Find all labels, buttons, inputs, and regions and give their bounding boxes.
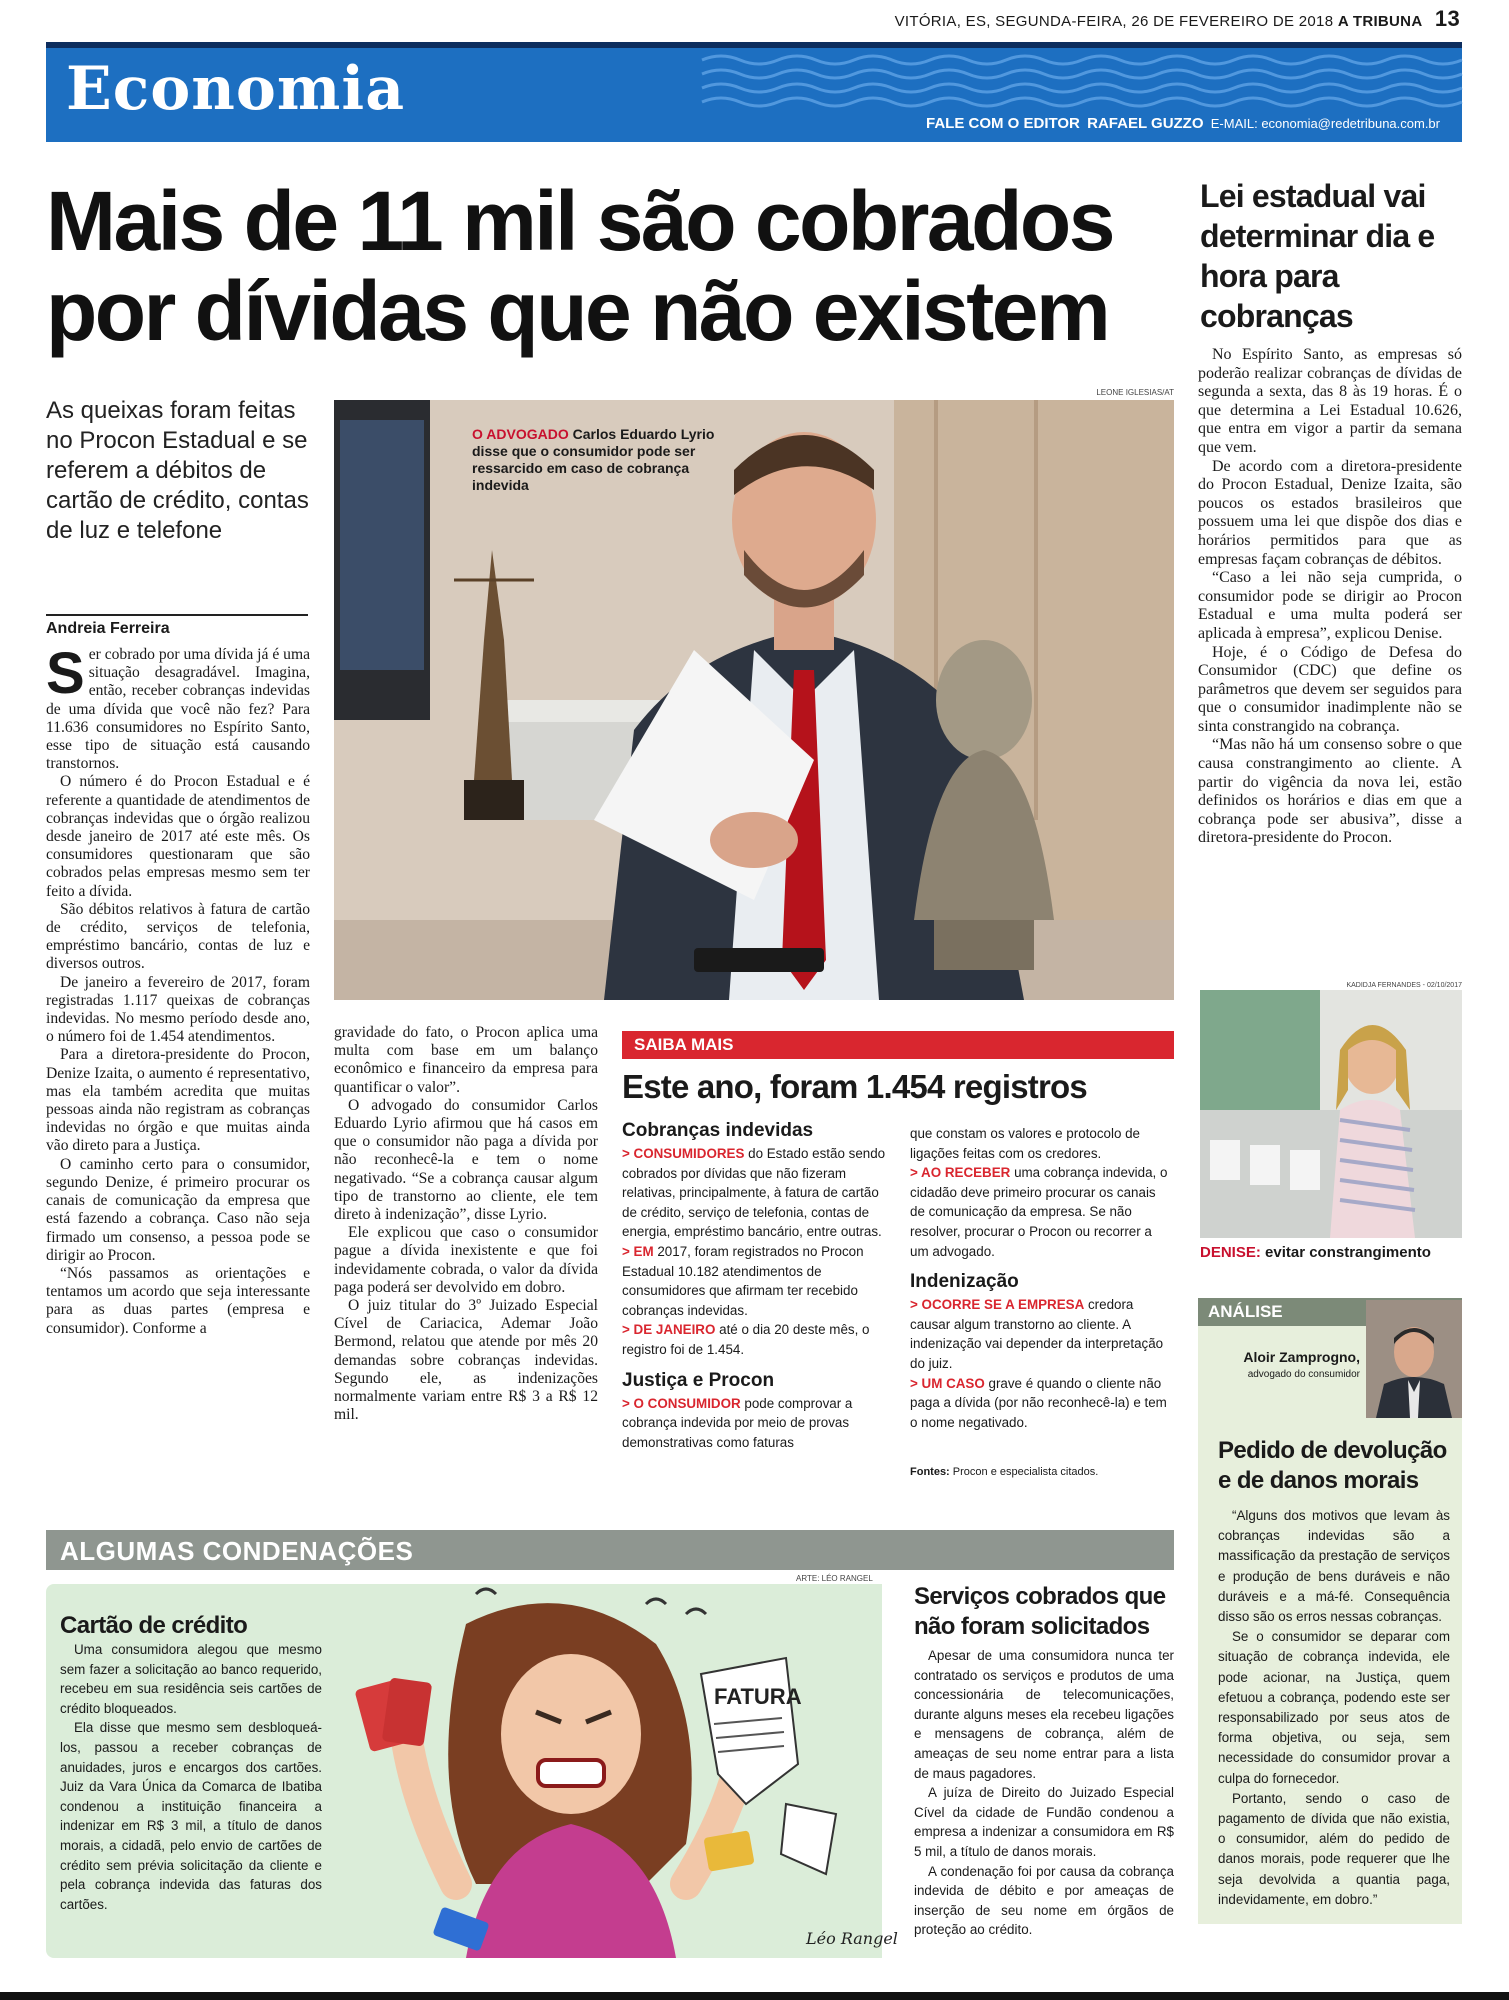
denise-photo <box>1200 990 1462 1238</box>
article-paragraph: gravidade do fato, o Procon aplica uma multa com base em um balanço econômico e financeiro da empresa para quantificar o valor”. <box>334 1024 598 1096</box>
sidebar-paragraph: Hoje, é o Código de Defesa do Consumidor (CDC) que define os parâmetros que devem ser seguidos para que o consumidor inadimplente não se sinta constrangido na cobrança. <box>1198 643 1462 735</box>
art-credit: ARTE: LÉO RANGEL <box>796 1574 873 1583</box>
saiba-mais-column-2 <box>910 1124 1174 1432</box>
bottom-rule <box>0 1992 1509 2000</box>
case-paragraph: Apesar de uma consumidora nunca ter contratado os serviços e produtos de uma concessionária de telecomunicações, durante alguns meses ela recebeu ligações e mensagens de cobrança, além de ameaças de seu nome entrar para a lista de maus pagadores. <box>914 1648 1174 1781</box>
saiba-item: > AO RECEBER uma cobrança indevida, o cidadão deve primeiro procurar os canais de comunicação da empresa. Se não resolver, procurar o Procon ou recorrer a um advogado. <box>910 1165 1168 1259</box>
page-number: 13 <box>1434 6 1460 31</box>
sidebar-headline: Lei estadual vai determinar dia e hora para cobranças <box>1200 178 1435 334</box>
editor-name: RAFAEL GUZZO <box>1087 115 1204 132</box>
article-paragraph: Para a diretora-presidente do Procon, Denize Izaita, o aumento é representativo, mas ela também acredita que muitas pessoas ainda não registram as cobranças indevidas no órgão e que muitas ainda vão direto para a Justiça. <box>46 1046 310 1155</box>
article-column-1 <box>46 641 310 1338</box>
article-paragraph: O número é do Procon Estadual e é referente a quantidade de atendimentos de cobranças indevidas que o órgão realizou desde janeiro de 2017 até este mês. Os consumidores questionaram que são cobrados pelas empresas mesmo sem ter feito a dívida. <box>46 773 310 900</box>
article-paragraph: Ele explicou que caso o consumidor pague a dívida inexistente e que foi indevidamente cobrada, o valor da dívida paga poderá ser devolvido em dobro. <box>334 1224 598 1296</box>
caption-text: Carlos Eduardo Lyrio disse que o consumidor pode ser ressarcido em caso de cobrança indevida <box>472 426 715 493</box>
contact-label: FALE COM O EDITOR <box>925 115 1080 132</box>
section-masthead <box>46 42 1462 142</box>
photo-credit: LEONE IGLESIAS/AT <box>1096 388 1174 397</box>
saiba-item: > EM 2017, foram registrados no Procon Estadual 10.182 atendimentos de consumidores que afirmam ter recebido cobranças indevidas. <box>622 1243 864 1318</box>
saiba-mais-column-1 <box>622 1120 886 1452</box>
case-paragraph: A condenação foi por causa da cobrança indevida de débito e por ameaças de inserção de seu nome em órgãos de proteção ao crédito. <box>914 1863 1174 1938</box>
analyst-role: advogado do consumidor <box>1247 1369 1360 1380</box>
article-headline: Mais de 11 mil são cobrados por dívidas que não existem <box>46 174 1113 358</box>
caption-lead: O ADVOGADO <box>472 426 569 442</box>
denise-caption <box>1200 1244 1462 1261</box>
services-case-title: Serviços cobrados que não foram solicitados <box>914 1583 1166 1640</box>
saiba-item: > CONSUMIDORES do Estado estão sendo cobrados por dívidas que não fizeram relativas, principalmente, à fatura de cartão de crédito, serviço de telefonia, contas de energia, empréstimo bancário, entre outras. <box>622 1146 886 1240</box>
analysis-paragraph: Se o consumidor se deparar com situação de cobrança indevida, ele pode acionar, na Justiça, quem efetuou a cobrança, podendo este ser responsabilizado por seus atos de forma objetiva, ou seja, sem necessidade do consumidor provar a culpa do fornecedor. <box>1218 1629 1450 1786</box>
analysis-title: Pedido de devolução e de danos morais <box>1218 1437 1447 1494</box>
article-paragraph: O caminho certo para o consumidor, segundo Denize, é primeiro procurar os canais de comunicação da empresa que está fazendo a cobrança. Caso não seja firmado um consenso, a pessoa pode se dirigir ao Procon. <box>46 1155 310 1264</box>
sidebar-body <box>1198 346 1462 848</box>
saiba-item: > DE JANEIRO até o dia 20 deste mês, o registro foi de 1.454. <box>622 1322 870 1357</box>
publication-name: A TRIBUNA <box>1337 13 1423 30</box>
article-paragraph: Ser cobrado por uma dívida já é uma situação desagradável. Imagina, então, receber cobranças indevidas de uma dívida que você não fez? Para 11.636 consumidores no Espírito Santo, esse tipo de situação está causando transtornos. <box>46 641 310 773</box>
section-title: Economia <box>66 54 406 124</box>
editor-contact <box>926 115 1440 132</box>
case-paragraph: A juíza de Direito do Juizado Especial Cível da cidade de Fundão condenou a empresa a indenizar a consumidora em R$ 5 mil, a título de danos morais. <box>914 1785 1174 1859</box>
denise-photo-credit: KADIDJA FERNANDES - 02/10/2017 <box>1346 982 1462 989</box>
article-paragraph: De janeiro a fevereiro de 2017, foram registradas 1.117 queixas de cobranças indevidas. No mesmo período desde ano, o número foi de 1.454 atendimentos. <box>46 973 310 1046</box>
lawyer-photo <box>334 400 1174 1000</box>
aloir-photo-image <box>1366 1300 1462 1418</box>
analysis-body <box>1218 1506 1450 1910</box>
condenacoes-label: ALGUMAS CONDENAÇÕES <box>60 1536 414 1566</box>
cartoon-invoice-text: FATURA <box>714 1684 802 1709</box>
analysis-paragraph: Portanto, sendo o caso de pagamento de dívida que não existia, o consumidor, além do pedido de danos morais, pode requerer que lhe seja devolvida a quantia paga, indevidamente, em dobro.” <box>1218 1790 1450 1907</box>
photo-caption <box>472 426 742 494</box>
editor-email: E-MAIL: economia@redetribuna.com.br <box>1210 116 1440 131</box>
saiba-item: > UM CASO grave é quando o cliente não paga a dívida (por não reconhecê-la) e tem o nome negativado. <box>910 1375 1167 1430</box>
saiba-mais-bar <box>622 1031 1174 1059</box>
saiba-subtitle: Justiça e Procon <box>622 1369 775 1391</box>
analysis-paragraph: “Alguns dos motivos que levam às cobranças indevidas são a massificação da prestação de serviços e produção de bens duráveis e não duráveis e a má-fé. Consequência disso são os erros nessas cobranças. <box>1218 1508 1450 1625</box>
saiba-subtitle: Cobranças indevidas <box>622 1120 814 1141</box>
sidebar-paragraph: De acordo com a diretora-presidente do Procon Estadual, Denize Izaita, são poucos os estados brasileiros que possuem uma lei que dispõe dos dias e horários permitidos para que as empresas façam cobranças de débitos. <box>1198 457 1462 568</box>
saiba-mais-source: Fontes: Procon e especialista citados. <box>910 1466 1099 1478</box>
case-paragraph: Uma consumidora alegou que mesmo sem fazer a solicitação ao banco requerido, recebeu em sua residência seis cartões de crédito bloqueados. <box>60 1642 322 1716</box>
dateline <box>620 6 1460 32</box>
article-paragraph: São débitos relativos à fatura de cartão de crédito, serviços de telefonia, empréstimo bancário, contas de luz e diversos outros. <box>46 900 310 973</box>
saiba-mais-label: SAIBA MAIS <box>634 1035 734 1054</box>
article-column-2 <box>334 1024 598 1424</box>
caption-text: evitar constrangimento <box>1260 1244 1431 1261</box>
case-paragraph: Ela disse que mesmo sem desbloqueá-los, passou a receber cobranças de anuidades, juros e encargos dos cartões. Juiz da Vara Única da Comarca de Ibatiba condenou a instituição financeira a indenizar em R$ 3 mil, a título de danos morais, a cidadã, pelo envio de cartões de crédito sem prévia solicitação da cliente e pela cobrança indevida das faturas dos cartões. <box>60 1720 322 1912</box>
article-paragraph: O juiz titular do 3º Juizado Especial Cível de Cariacica, Ademar João Bermond, relatou que atende por mês 20 demandas sobre cobranças indevidas. Segundo ele, as indenizações normalmente variam entre R$ 3 a R$ 12 mil. <box>334 1297 598 1424</box>
credit-card-case-body <box>60 1640 322 1914</box>
saiba-item: que constam os valores e protocolo de ligações feitas com os credores. <box>910 1126 1141 1161</box>
article-paragraph: O advogado do consumidor Carlos Eduardo Lyrio afirmou que há casos em que o consumidor não paga a dívida por não reconhecê-la e tem o nome negativado. “Se a cobrança causar algum tipo de transtorno ao cliente, ele tem direto à indenização”, disse Lyrio. <box>334 1096 598 1224</box>
saiba-subtitle: Indenização <box>910 1271 1019 1293</box>
lawyer-photo-image <box>334 400 1174 1000</box>
dateline-text: VITÓRIA, ES, SEGUNDA-FEIRA, 26 DE FEVEREIRO DE 2018 <box>894 13 1334 30</box>
services-case-body <box>914 1646 1174 1940</box>
sidebar-paragraph: No Espírito Santo, as empresas só poderão realizar cobranças de dívidas de segunda a sexta, das 8 às 19 horas. É o que determina a Lei Estadual 10.626, que entra em vigor a partir da semana que vem. <box>1198 346 1462 456</box>
cartoon-signature: Léo Rangel <box>806 1929 898 1948</box>
denise-photo-image <box>1200 990 1462 1238</box>
sidebar-paragraph: “Caso a lei não seja cumprida, o consumidor pode se dirigir ao Procon Estadual e uma multa poderá ser aplicada à empresa”, explicou Denise. <box>1198 569 1462 642</box>
aloir-photo <box>1366 1300 1462 1418</box>
article-subhead: As queixas foram feitas no Procon Estadual e se referem a débitos de cartão de crédito, contas de luz e telefone <box>46 397 309 544</box>
caption-lead: DENISE: <box>1200 1244 1261 1261</box>
drop-cap: S <box>46 641 85 706</box>
article-paragraph: “Nós passamos as orientações e tentamos um acordo que seja interessante para as duas partes (empresa e consumidor). Conforme a <box>46 1264 310 1337</box>
analysis-box <box>1198 1298 1462 1924</box>
article-byline: Andreia Ferreira <box>46 614 308 638</box>
credit-card-case-title: Cartão de crédito <box>60 1612 248 1639</box>
analysis-tag: ANÁLISE <box>1198 1298 1462 1326</box>
analyst-name: Aloir Zamprogno, <box>1243 1349 1360 1365</box>
saiba-mais-title: Este ano, foram 1.454 registros <box>622 1068 1087 1105</box>
sidebar-paragraph: “Mas não há um consenso sobre o que causa constrangimento ao cliente. A partir do vigência da nova lei, estão definidos os horários e dias em que a cobrança pode ser abusiva”, disse a diretora-presidente do Procon. <box>1198 736 1462 847</box>
saiba-item: > O CONSUMIDOR pode comprovar a cobrança indevida por meio de provas demonstrativas como faturas <box>622 1395 853 1450</box>
condenacoes-bar <box>46 1530 1174 1570</box>
saiba-item: > OCORRE SE A EMPRESA credora causar algum transtorno ao cliente. A indenização vai depender da interpretação do juiz. <box>910 1297 1164 1371</box>
